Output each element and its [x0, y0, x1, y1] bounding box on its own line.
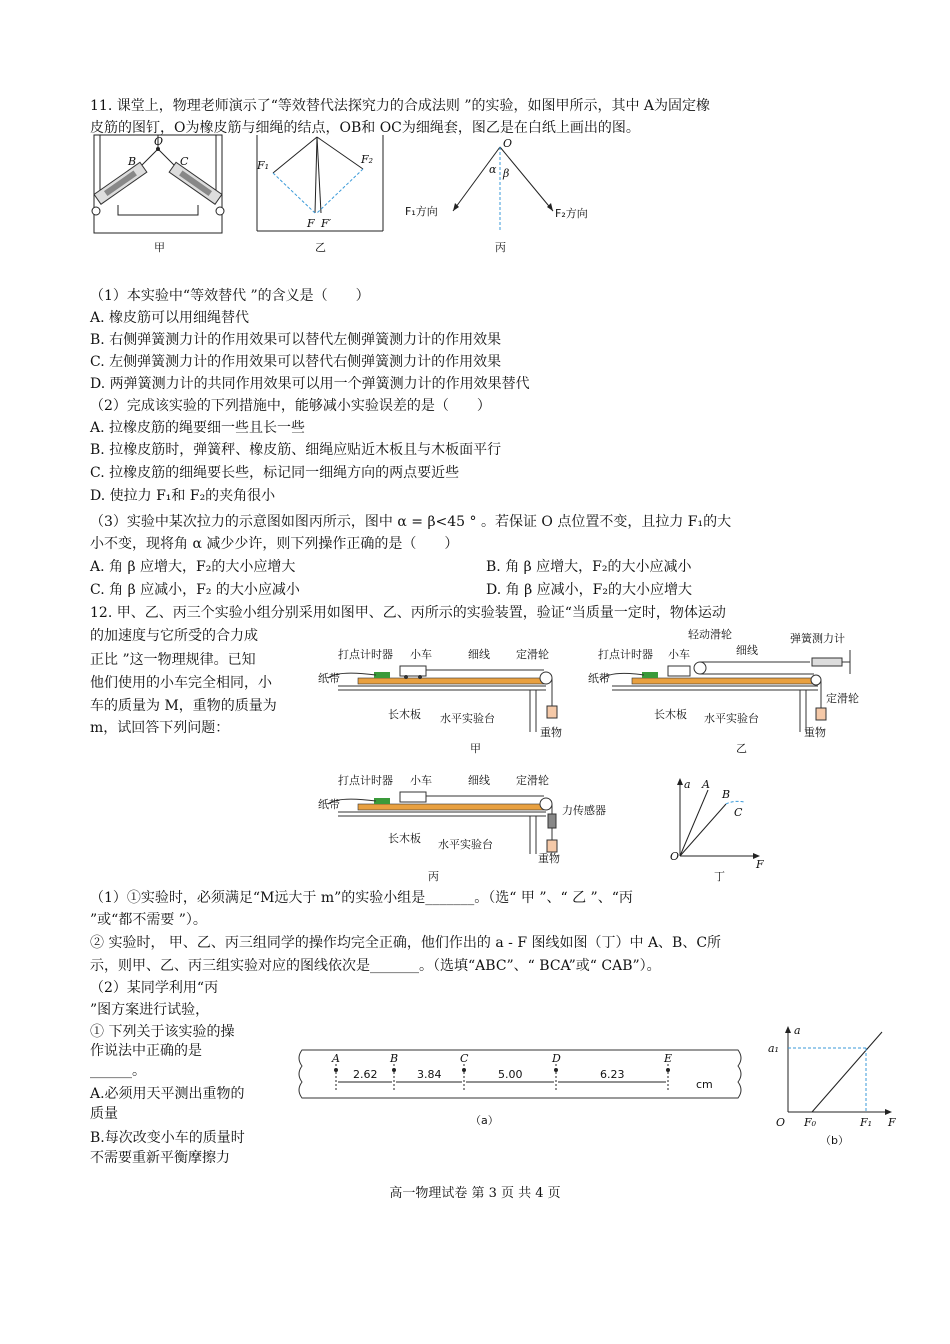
- jia-board-label: 长木板: [388, 708, 421, 721]
- q11-p3-option-a: A. 角 β 应增大，F₂的大小应增大: [90, 559, 296, 575]
- q12-p2-line1: （2）某同学利用“丙: [90, 980, 219, 996]
- jia-tape-label: 纸带: [318, 672, 340, 685]
- q12-option-a-line2: 质量: [90, 1106, 118, 1122]
- bing-table-label: 水平实验台: [438, 838, 493, 851]
- yi-label-F1: F₁: [257, 159, 270, 172]
- bing-label-alpha: α: [489, 163, 497, 176]
- q12-p2-line2: ”图方案进行试验，: [90, 1002, 210, 1018]
- q11-p3-option-d: D. 角 β 应减小，F₂的大小应增大: [486, 582, 692, 598]
- tape-distance-label: 5.00: [498, 1068, 523, 1081]
- yi-tape-label: 纸带: [588, 672, 610, 685]
- bing-label-O: O: [503, 137, 513, 150]
- yi-board-label: 长木板: [654, 708, 687, 721]
- ding-label-C: C: [734, 806, 743, 819]
- bing-caption: 丙: [495, 241, 506, 254]
- graph-ding: [668, 776, 778, 886]
- tape-point-label: D: [552, 1052, 561, 1065]
- figure-bing: [395, 135, 605, 255]
- yi-pulley-label: 定滑轮: [826, 692, 859, 705]
- ding-label-B: B: [722, 788, 731, 801]
- bing-label-F2dir: F₂方向: [555, 207, 588, 220]
- yi-weight-label: 重物: [804, 726, 826, 739]
- tape-distance-label: 2.62: [353, 1068, 378, 1081]
- tape-figure: [298, 1050, 746, 1130]
- graph-b-label-a: a: [794, 1024, 801, 1037]
- graph-b: [768, 1024, 904, 1147]
- q12-option-b-line1: B.每次改变小车的质量时: [90, 1130, 245, 1146]
- jia-caption: 甲: [470, 742, 481, 755]
- tape-distance-label: 3.84: [417, 1068, 442, 1081]
- jia-cart-label: 小车: [410, 648, 432, 661]
- yi-cart-label: 小车: [668, 648, 690, 661]
- ding-label-a: a: [684, 778, 691, 791]
- tape-distance-label: 6.23: [600, 1068, 625, 1081]
- q11-p3-option-b: B. 角 β 应增大，F₂的大小应减小: [486, 559, 692, 575]
- jia-pulley-label: 定滑轮: [516, 648, 549, 661]
- graph-b-caption: （b）: [820, 1134, 849, 1147]
- apparatus-jia: [318, 640, 578, 760]
- yi-label-Fprime: F′: [321, 217, 332, 230]
- q11-p1-option-a: A. 橡皮筋可以用细绳替代: [90, 310, 250, 326]
- jia-label-B: B: [128, 155, 137, 168]
- yi-timer-label: 打点计时器: [598, 648, 653, 661]
- bing-label-F1dir: F₁方向: [405, 205, 438, 218]
- apparatus-yi: [588, 628, 868, 760]
- q11-p1-option-d: D. 两弹簧测力计的共同作用效果可以用一个弹簧测力计的作用效果替代: [90, 376, 530, 392]
- apparatus-bing: [318, 768, 618, 886]
- q12-p2-line3: ① 下列关于该实验的操: [90, 1024, 235, 1040]
- q11-p2-option-a: A. 拉橡皮筋的绳要细一些且长一些: [90, 420, 306, 436]
- ding-label-A: A: [702, 778, 710, 791]
- q11-p3-question-line1: （3）实验中某次拉力的示意图如图丙所示，图中 α = β<45 ° 。若保证 O 点位置不变，且拉力 F₁的大: [90, 514, 732, 530]
- q11-p1-option-b: B. 右侧弹簧测力计的作用效果可以替代左侧弹簧测力计的作用效果: [90, 332, 502, 348]
- ding-label-O: O: [670, 850, 680, 863]
- jia-caption: 甲: [154, 241, 165, 254]
- q11-p3-option-c: C. 角 β 应减小，F₂ 的大小应减小: [90, 582, 300, 598]
- bing-sensor-label: 力传感器: [562, 804, 606, 817]
- q12-option-b-line2: 不需要重新平衡摩擦力: [90, 1150, 230, 1166]
- graph-b-label-F0: F₀: [804, 1116, 817, 1129]
- figure-jia: [88, 135, 238, 255]
- q11-stem-line1: 11. 课堂上，物理老师演示了“等效替代法探究力的合成法则 ”的实验，如图甲所示，其中 A为固定橡: [90, 98, 711, 114]
- yi-table-label: 水平实验台: [704, 712, 759, 725]
- bing-timer-label: 打点计时器: [338, 774, 393, 787]
- bing-tape-label: 纸带: [318, 798, 340, 811]
- jia-thread-label: 细线: [468, 648, 490, 661]
- figure-yi: [255, 135, 385, 255]
- q12-option-a-line1: A.必须用天平测出重物的: [90, 1086, 245, 1102]
- tape-unit: cm: [696, 1078, 713, 1091]
- bing-board-label: 长木板: [388, 832, 421, 845]
- bing-cart-label: 小车: [410, 774, 432, 787]
- yi-thread-label: 细线: [736, 644, 758, 657]
- yi-spring-label: 弹簧测力计: [790, 632, 845, 645]
- page-footer: 高一物理试卷 第 3 页 共 4 页: [389, 1186, 561, 1201]
- q11-p1-question: （1）本实验中“等效替代 ”的含义是（ ）: [90, 288, 370, 304]
- tape-point-label: A: [332, 1052, 340, 1065]
- jia-table-label: 水平实验台: [440, 712, 495, 725]
- ding-caption: 丁: [714, 870, 725, 883]
- bing-thread-label: 细线: [468, 774, 490, 787]
- yi-light-pulley-label: 轻动滑轮: [688, 628, 732, 641]
- tape-point-label: C: [460, 1052, 469, 1065]
- jia-label-C: C: [180, 155, 189, 168]
- ding-label-F: F: [756, 858, 764, 871]
- q12-stem-line4: 他们使用的小车完全相同，小: [90, 675, 272, 691]
- bing-caption: 丙: [428, 870, 439, 883]
- tape-point-label: B: [390, 1052, 399, 1065]
- q11-p3-question-line2: 小不变，现将角 α 减少少许，则下列操作正确的是（ ）: [90, 536, 459, 552]
- graph-b-label-O: O: [776, 1116, 786, 1129]
- yi-caption: 乙: [315, 241, 326, 254]
- bing-label-beta: β: [503, 167, 510, 180]
- q12-p1-line4: 示，则甲、乙、丙三组实验对应的图线依次是_______。（选填“ABC”、“ BCA”或“ CAB”）。: [90, 958, 661, 974]
- q12-p1-line1: （1）①实验时，必须满足“M远大于 m”的实验小组是_______。（选“ 甲 ”、“ 乙 ”、“丙: [90, 890, 633, 906]
- bing-pulley-label: 定滑轮: [516, 774, 549, 787]
- q12-p2-line5: ______。: [90, 1063, 146, 1079]
- yi-label-F: F: [307, 217, 315, 230]
- tape-caption: （a）: [470, 1114, 499, 1127]
- tape-point-label: E: [664, 1052, 673, 1065]
- yi-label-F2: F₂: [361, 153, 374, 166]
- q12-stem-line1: 12. 甲、乙、丙三个实验小组分别采用如图甲、乙、丙所示的实验装置，验证“当质量一定时，物体运动: [90, 605, 726, 621]
- graph-b-label-a1: a₁: [768, 1042, 779, 1055]
- q12-p1-line2: ”或“都不需要 ”）。: [90, 912, 207, 928]
- q11-p2-option-b: B. 拉橡皮筋时，弹簧秤、橡皮筋、细绳应贴近木板且与木板面平行: [90, 442, 502, 458]
- yi-caption: 乙: [736, 742, 747, 755]
- jia-timer-label: 打点计时器: [338, 648, 393, 661]
- q11-p2-option-d: D. 使拉力 F₁和 F₂的夹角很小: [90, 488, 276, 504]
- q11-p2-question: （2）完成该实验的下列措施中，能够减小实验误差的是（ ）: [90, 398, 491, 414]
- bing-weight-label: 重物: [538, 852, 560, 865]
- q12-stem-line5: 车的质量为 M，重物的质量为: [90, 698, 277, 714]
- q11-stem-line2: 皮筋的图钉，O为橡皮筋与细绳的结点，OB和 OC为细绳套，图乙是在白纸上画出的图。: [90, 120, 640, 136]
- q12-p2-line4: 作说法中正确的是: [90, 1043, 202, 1059]
- q12-p1-line3: ② 实验时， 甲、乙、丙三组同学的操作均完全正确，他们作出的 a - F 图线如图（丁）中 A、B、C所: [90, 935, 722, 951]
- q12-stem-line6: m，试回答下列问题：: [90, 720, 230, 736]
- q11-p2-option-c: C. 拉橡皮筋的细绳要长些，标记同一细绳方向的两点要近些: [90, 465, 460, 481]
- jia-weight-label: 重物: [540, 726, 562, 739]
- graph-b-label-F: F: [888, 1116, 896, 1129]
- q12-stem-line2: 的加速度与它所受的合力成: [90, 628, 258, 644]
- graph-b-label-F1: F₁: [860, 1116, 873, 1129]
- jia-label-O: O: [154, 135, 164, 148]
- q11-p1-option-c: C. 左侧弹簧测力计的作用效果可以替代右侧弹簧测力计的作用效果: [90, 354, 502, 370]
- q12-stem-line3: 正比 ”这一物理规律。已知: [90, 652, 256, 668]
